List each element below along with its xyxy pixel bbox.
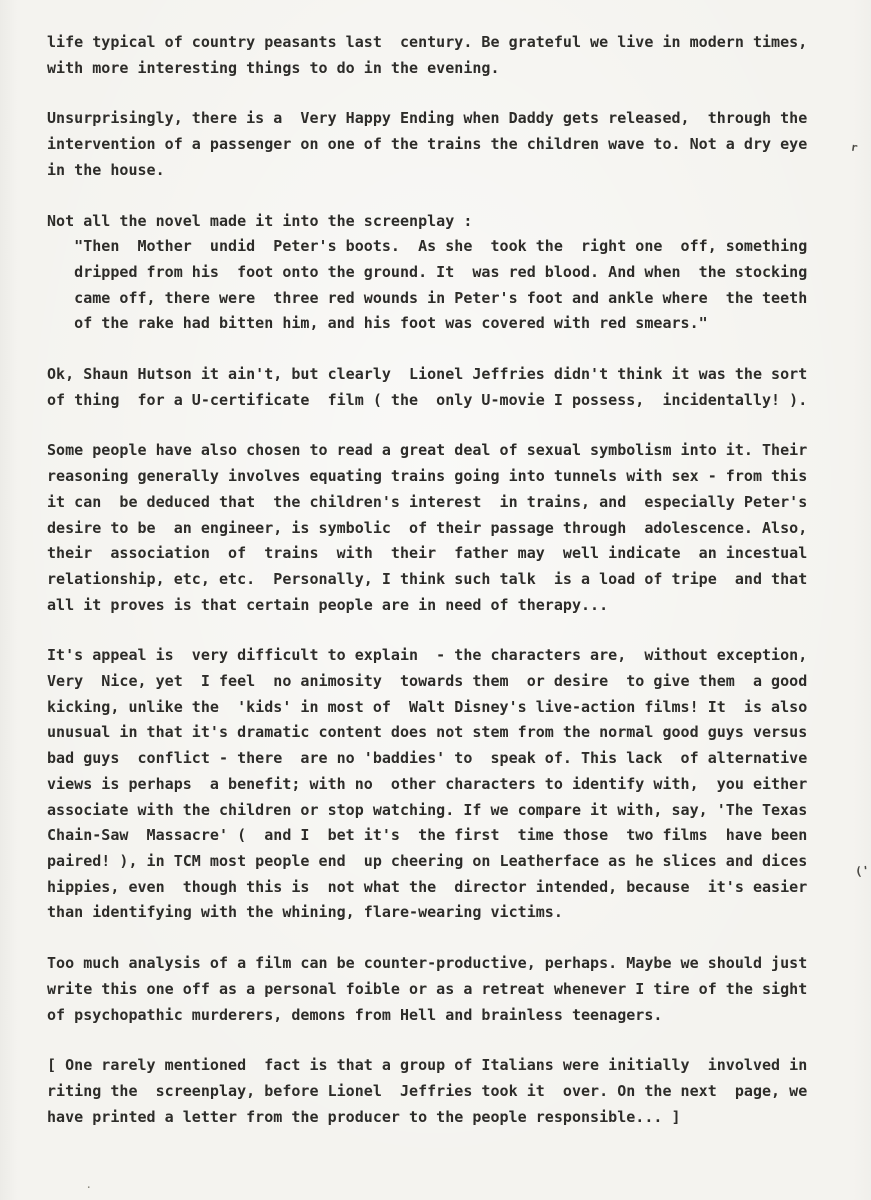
text-line: it can be deduced that the children's interest in trains, and especially Peter's: [47, 492, 808, 511]
text-line: came off, there were three red wounds in Peter's foot and ankle where the teeth: [47, 288, 808, 307]
text-line: dripped from his foot onto the ground. It was red blood. And when the stocking: [47, 262, 808, 281]
text-line: in the house.: [47, 160, 165, 179]
text-line: all it proves is that certain people are in need of therapy...: [47, 595, 609, 614]
text-line: of thing for a U-certificate film ( the only U-movie I possess, incidentally! ).: [47, 390, 808, 409]
text-line: with more interesting things to do in the evening.: [47, 58, 500, 77]
text-line: Unsurprisingly, there is a Very Happy Ending when Daddy gets released, through the: [47, 109, 808, 128]
text-line: have printed a letter from the producer to the people responsible... ]: [47, 1107, 681, 1126]
text-line: relationship, etc, etc. Personally, I think such talk is a load of tripe and that: [47, 569, 808, 588]
paragraph-1: [47, 30, 817, 81]
text-line: Chain-Saw Massacre' ( and I bet it's the first time those two films have been: [47, 826, 808, 845]
text-line: life typical of country peasants last century. Be grateful we live in modern times,: [47, 33, 808, 51]
paragraph-7: [47, 951, 817, 1028]
text-line: [ One rarely mentioned fact is that a group of Italians were initially involved in: [47, 1056, 808, 1075]
paragraph-8: [47, 1053, 817, 1130]
text-line: Some people have also chosen to read a great deal of sexual symbolism into it. Their: [47, 441, 808, 460]
text-line: Ok, Shaun Hutson it ain't, but clearly Lionel Jeffries didn't think it was the sort: [47, 365, 808, 384]
text-line: hippies, even though this is not what the director intended, because it's easier: [47, 877, 808, 896]
document-body: [47, 30, 817, 1155]
text-line: Very Nice, yet I feel no animosity towards them or desire to give them a good: [47, 672, 808, 691]
text-line: of the rake had bitten him, and his foot was covered with red smears.": [47, 314, 708, 333]
text-line: It's appeal is very difficult to explain - the characters are, without exception,: [47, 646, 808, 665]
text-line: than identifying with the whining, flare-wearing victims.: [47, 903, 563, 922]
text-line: their association of trains with their father may well indicate an incestual: [47, 544, 808, 563]
text-line: write this one off as a personal foible or as a retreat whenever I tire of the sight: [47, 979, 808, 998]
text-line: reasoning generally involves equating trains going into tunnels with sex - from this: [47, 467, 808, 486]
text-line: "Then Mother undid Peter's boots. As she took the right one off, something: [47, 237, 808, 256]
paragraph-4: [47, 362, 817, 413]
scan-artifact: r: [850, 140, 859, 155]
text-line: kicking, unlike the 'kids' in most of Walt Disney's live-action films! It is also: [47, 697, 808, 716]
text-line: Too much analysis of a film can be counter-productive, perhaps. Maybe we should just: [47, 954, 808, 973]
paragraph-6: [47, 643, 817, 926]
paragraph-5: [47, 438, 817, 618]
text-line: desire to be an engineer, is symbolic of their passage through adolescence. Also,: [47, 518, 808, 537]
paragraph-3: [47, 209, 817, 338]
paragraph-2: [47, 106, 817, 183]
text-line: associate with the children or stop watching. If we compare it with, say, 'The Texas: [47, 800, 808, 819]
text-line: Not all the novel made it into the screenplay :: [47, 211, 473, 230]
text-line: paired! ), in TCM most people end up cheering on Leatherface as he slices and dices: [47, 851, 808, 870]
scan-artifact: (': [854, 863, 871, 879]
text-line: views is perhaps a benefit; with no other characters to identify with, you either: [47, 774, 808, 793]
text-line: riting the screenplay, before Lionel Jeffries took it over. On the next page, we: [47, 1081, 808, 1100]
scan-artifact: .: [86, 1181, 92, 1191]
text-line: bad guys conflict - there are no 'baddies' to speak of. This lack of alternative: [47, 749, 808, 768]
text-line: unusual in that it's dramatic content does not stem from the normal good guys versus: [47, 723, 808, 742]
text-line: of psychopathic murderers, demons from Hell and brainless teenagers.: [47, 1005, 663, 1024]
text-line: intervention of a passenger on one of the trains the children wave to. Not a dry eye: [47, 135, 808, 154]
